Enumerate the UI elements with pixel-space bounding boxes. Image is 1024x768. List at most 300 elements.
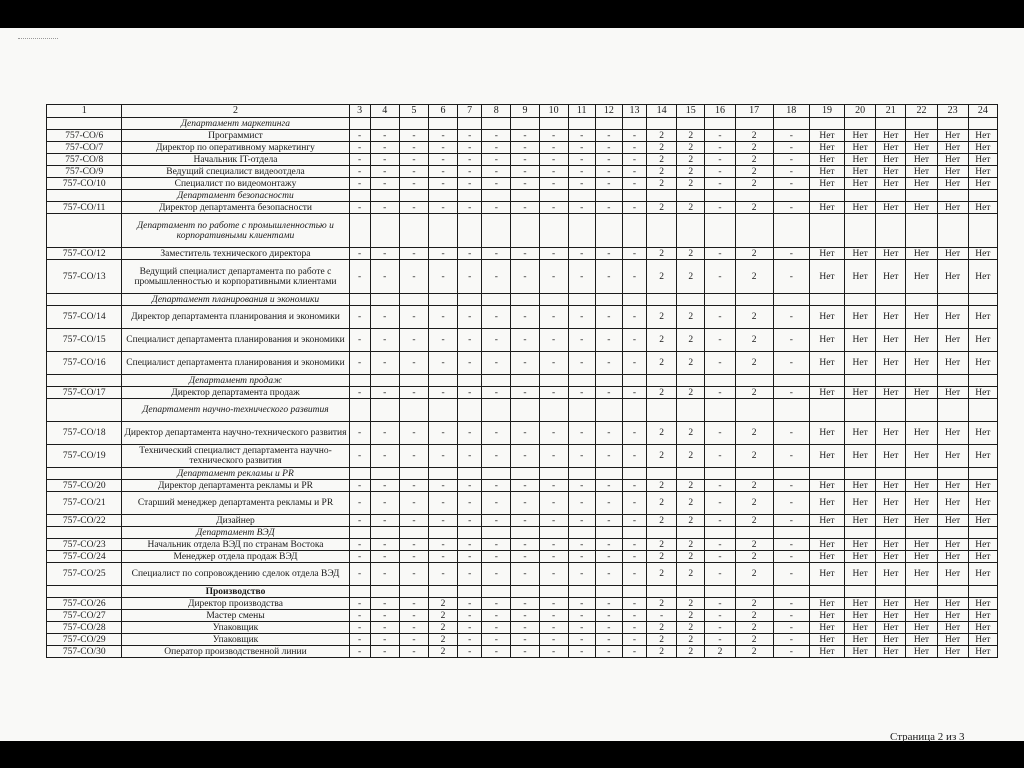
value-cell: Нет [968,445,997,468]
value-cell: Нет [809,422,844,445]
position-code: 757-СО/25 [47,563,122,586]
value-cell: Нет [937,422,968,445]
value-cell: - [349,622,370,634]
value-cell: - [511,260,539,294]
position-title: Директор производства [122,598,349,610]
value-cell: - [568,563,595,586]
value-cell: - [428,154,457,166]
position-code: 757-СО/29 [47,634,122,646]
value-cell: Нет [906,387,937,399]
value-cell: Нет [809,646,844,658]
value-cell: - [705,634,735,646]
value-cell: Нет [906,515,937,527]
value-cell: Нет [906,563,937,586]
value-cell: Нет [968,142,997,154]
value-cell: - [482,130,511,142]
value-cell: Нет [876,563,906,586]
value-cell: - [568,142,595,154]
value-cell: - [705,539,735,551]
value-cell: - [595,260,622,294]
value-cell: - [773,610,809,622]
empty-cell [539,468,568,480]
value-cell: - [773,329,809,352]
position-code: 757-СО/30 [47,646,122,658]
empty-cell [809,468,844,480]
value-cell: - [458,248,482,260]
value-cell: 2 [647,166,677,178]
value-cell: - [568,445,595,468]
value-cell: 2 [735,306,773,329]
value-cell: 2 [428,598,457,610]
position-code: 757-СО/20 [47,480,122,492]
position-title: Директор департамента безопасности [122,202,349,214]
empty-cell [647,214,677,248]
value-cell: - [568,422,595,445]
value-cell: Нет [845,539,876,551]
empty-cell [906,118,937,130]
value-cell: - [482,142,511,154]
empty-cell [568,190,595,202]
value-cell: 2 [647,598,677,610]
value-cell: Нет [845,202,876,214]
value-cell: - [399,515,428,527]
value-cell: - [773,260,809,294]
value-cell: - [370,515,399,527]
value-cell: - [511,551,539,563]
value-cell: - [705,480,735,492]
value-cell: - [428,260,457,294]
empty-cell [876,214,906,248]
empty-cell [370,375,399,387]
value-cell: - [399,387,428,399]
position-code: 757-СО/18 [47,422,122,445]
empty-cell [349,468,370,480]
value-cell: - [622,480,646,492]
position-code: 757-СО/28 [47,622,122,634]
empty-cell [622,294,646,306]
value-cell: 2 [735,598,773,610]
table-row [47,142,998,154]
value-cell: - [349,598,370,610]
empty-cell [482,118,511,130]
value-cell: 2 [647,492,677,515]
value-cell: - [458,130,482,142]
empty-cell [458,468,482,480]
value-cell: Нет [937,387,968,399]
value-cell: - [349,387,370,399]
value-cell: - [622,646,646,658]
value-cell: 2 [735,551,773,563]
value-cell: Нет [906,329,937,352]
value-cell: - [705,610,735,622]
value-cell: Нет [845,154,876,166]
empty-cell [647,118,677,130]
value-cell: - [428,329,457,352]
empty-cell [809,375,844,387]
empty-cell [937,586,968,598]
empty-cell [568,468,595,480]
empty-cell [773,527,809,539]
value-cell: Нет [906,130,937,142]
value-cell: Нет [876,352,906,375]
value-cell: - [539,130,568,142]
empty-cell [773,375,809,387]
value-cell: - [511,166,539,178]
value-cell: Нет [937,329,968,352]
value-cell: - [458,646,482,658]
empty-cell [595,294,622,306]
column-number: 20 [845,105,876,118]
empty-cell [568,214,595,248]
empty-cell [647,527,677,539]
value-cell: - [428,539,457,551]
value-cell: - [622,329,646,352]
section-title: Департамент планирования и экономики [122,294,349,306]
value-cell: Нет [845,492,876,515]
table-row [47,622,998,634]
value-cell: Нет [937,352,968,375]
assessment-table [46,104,998,658]
value-cell: Нет [937,142,968,154]
empty-cell [399,527,428,539]
empty-cell [595,527,622,539]
value-cell: Нет [845,329,876,352]
value-cell: Нет [845,260,876,294]
value-cell: 2 [677,130,705,142]
value-cell: Нет [845,634,876,646]
value-cell: 2 [677,166,705,178]
value-cell: - [458,352,482,375]
value-cell: - [595,154,622,166]
value-cell: - [622,387,646,399]
section-title: Департамент по работе с промышленностью и корпоративными клиентами [122,214,349,248]
value-cell: Нет [968,563,997,586]
empty-cell [647,294,677,306]
value-cell: - [370,480,399,492]
value-cell: 2 [735,154,773,166]
value-cell: - [428,166,457,178]
column-number: 9 [511,105,539,118]
column-number: 1 [47,105,122,118]
empty-cell [809,214,844,248]
value-cell: Нет [876,260,906,294]
empty-cell [568,294,595,306]
value-cell: 2 [677,445,705,468]
empty-cell [568,375,595,387]
value-cell: Нет [809,178,844,190]
value-cell: 2 [647,563,677,586]
value-cell: - [482,352,511,375]
value-cell: - [458,634,482,646]
value-cell: Нет [906,202,937,214]
value-cell: Нет [809,166,844,178]
value-cell: - [705,260,735,294]
empty-cell [677,586,705,598]
value-cell: - [568,480,595,492]
value-cell: - [428,492,457,515]
empty-cell [705,375,735,387]
value-cell: Нет [968,515,997,527]
value-cell: - [773,492,809,515]
column-number: 15 [677,105,705,118]
value-cell: - [458,154,482,166]
value-cell: Нет [809,202,844,214]
empty-cell [677,118,705,130]
value-cell: 2 [735,445,773,468]
position-title: Специалист департамента планирования и экономики [122,352,349,375]
value-cell: - [458,598,482,610]
value-cell: - [511,202,539,214]
value-cell: - [349,142,370,154]
value-cell: Нет [845,551,876,563]
table-body [47,105,998,658]
value-cell: 2 [735,329,773,352]
empty-cell [876,375,906,387]
value-cell: - [482,539,511,551]
value-cell: 2 [677,515,705,527]
empty-cell [428,527,457,539]
value-cell: - [482,422,511,445]
value-cell: - [622,634,646,646]
value-cell: Нет [809,610,844,622]
value-cell: Нет [906,352,937,375]
value-cell: - [482,598,511,610]
empty-cell [809,190,844,202]
value-cell: - [458,622,482,634]
value-cell: Нет [809,563,844,586]
empty-cell [482,294,511,306]
value-cell: - [705,178,735,190]
value-cell: Нет [809,260,844,294]
value-cell: - [370,306,399,329]
value-cell: - [773,563,809,586]
value-cell: - [399,329,428,352]
value-cell: 2 [677,248,705,260]
empty-cell [705,294,735,306]
empty-cell [349,527,370,539]
empty-cell [595,468,622,480]
empty-cell [773,468,809,480]
value-cell: 2 [647,306,677,329]
empty-cell [809,586,844,598]
empty-cell [677,190,705,202]
value-cell: - [539,563,568,586]
empty-cell [399,586,428,598]
value-cell: - [595,563,622,586]
value-cell: - [511,598,539,610]
column-number: 7 [458,105,482,118]
empty-cell [349,586,370,598]
position-code: 757-СО/21 [47,492,122,515]
value-cell: Нет [845,598,876,610]
value-cell: - [349,154,370,166]
empty-cell [677,468,705,480]
value-cell: Нет [845,306,876,329]
value-cell: - [511,306,539,329]
empty-cell [370,190,399,202]
empty-cell [458,586,482,598]
value-cell: - [595,422,622,445]
value-cell: - [482,551,511,563]
value-cell: - [539,492,568,515]
value-cell: - [595,634,622,646]
value-cell: - [705,248,735,260]
value-cell: - [622,352,646,375]
value-cell: Нет [906,306,937,329]
value-cell: 2 [677,492,705,515]
position-code: 757-СО/26 [47,598,122,610]
empty-cell [399,190,428,202]
value-cell: - [705,202,735,214]
value-cell: - [370,202,399,214]
empty-cell [845,214,876,248]
empty-cell [705,468,735,480]
value-cell: - [595,539,622,551]
value-cell: Нет [968,387,997,399]
value-cell: Нет [968,492,997,515]
position-code: 757-СО/15 [47,329,122,352]
position-code: 757-СО/12 [47,248,122,260]
empty-cell [968,294,997,306]
value-cell: 2 [647,202,677,214]
value-cell: - [705,563,735,586]
empty-cell [511,399,539,422]
empty-cell [677,214,705,248]
value-cell: - [568,646,595,658]
value-cell: Нет [906,154,937,166]
value-cell: Нет [845,622,876,634]
empty-cell [968,527,997,539]
value-cell: - [482,563,511,586]
empty-cell [428,468,457,480]
value-cell: - [511,422,539,445]
value-cell: - [511,178,539,190]
value-cell: Нет [906,166,937,178]
value-cell: - [458,563,482,586]
value-cell: - [458,539,482,551]
empty-cell [482,214,511,248]
empty-cell [622,399,646,422]
empty-cell [773,214,809,248]
value-cell: - [568,610,595,622]
column-number: 18 [773,105,809,118]
empty-cell [622,527,646,539]
value-cell: Нет [845,422,876,445]
section-row [47,586,998,598]
column-number: 21 [876,105,906,118]
position-title: Заместитель технического директора [122,248,349,260]
value-cell: - [539,352,568,375]
value-cell: Нет [876,515,906,527]
value-cell: - [622,248,646,260]
value-cell: Нет [937,445,968,468]
value-cell: Нет [876,492,906,515]
table-row [47,634,998,646]
value-cell: - [539,178,568,190]
value-cell: - [568,154,595,166]
empty-cell [705,118,735,130]
value-cell: - [539,306,568,329]
value-cell: - [568,178,595,190]
empty-cell [677,399,705,422]
empty-cell [677,527,705,539]
value-cell: - [511,387,539,399]
value-cell: - [428,563,457,586]
value-cell: - [595,622,622,634]
value-cell: - [568,352,595,375]
value-cell: 2 [735,610,773,622]
empty-cell [539,375,568,387]
value-cell: Нет [968,551,997,563]
value-cell: Нет [937,202,968,214]
value-cell: - [622,515,646,527]
table-row [47,352,998,375]
empty-cell [968,468,997,480]
table-row [47,610,998,622]
value-cell: - [458,387,482,399]
table-row [47,387,998,399]
value-cell: - [370,130,399,142]
value-cell: 2 [677,260,705,294]
value-cell: - [370,178,399,190]
value-cell: - [458,422,482,445]
empty-cell [876,118,906,130]
value-cell: - [428,352,457,375]
empty-cell [568,527,595,539]
value-cell: - [539,646,568,658]
value-cell: Нет [876,130,906,142]
value-cell: - [705,352,735,375]
value-cell: - [773,539,809,551]
value-cell: - [568,248,595,260]
value-cell: - [539,142,568,154]
value-cell: 2 [647,646,677,658]
value-cell: - [705,445,735,468]
section-row [47,375,998,387]
table-row [47,646,998,658]
value-cell: 2 [735,563,773,586]
empty-cell [399,468,428,480]
empty-cell [428,214,457,248]
value-cell: - [568,598,595,610]
value-cell: - [773,154,809,166]
value-cell: Нет [876,166,906,178]
value-cell: Нет [809,248,844,260]
value-cell: - [595,610,622,622]
value-cell: 2 [677,563,705,586]
value-cell: - [511,329,539,352]
section-title: Департамент безопасности [122,190,349,202]
value-cell: - [349,352,370,375]
table-row [47,306,998,329]
value-cell: - [370,598,399,610]
value-cell: 2 [647,130,677,142]
position-code: 757-СО/17 [47,387,122,399]
value-cell: - [595,492,622,515]
value-cell: - [428,130,457,142]
value-cell: - [428,202,457,214]
empty-cell [968,214,997,248]
empty-cell [705,214,735,248]
value-cell: - [482,480,511,492]
empty-cell [370,527,399,539]
empty-cell [428,586,457,598]
empty-cell [906,468,937,480]
table-row [47,551,998,563]
value-cell: - [428,178,457,190]
value-cell: Нет [906,422,937,445]
value-cell: Нет [876,387,906,399]
